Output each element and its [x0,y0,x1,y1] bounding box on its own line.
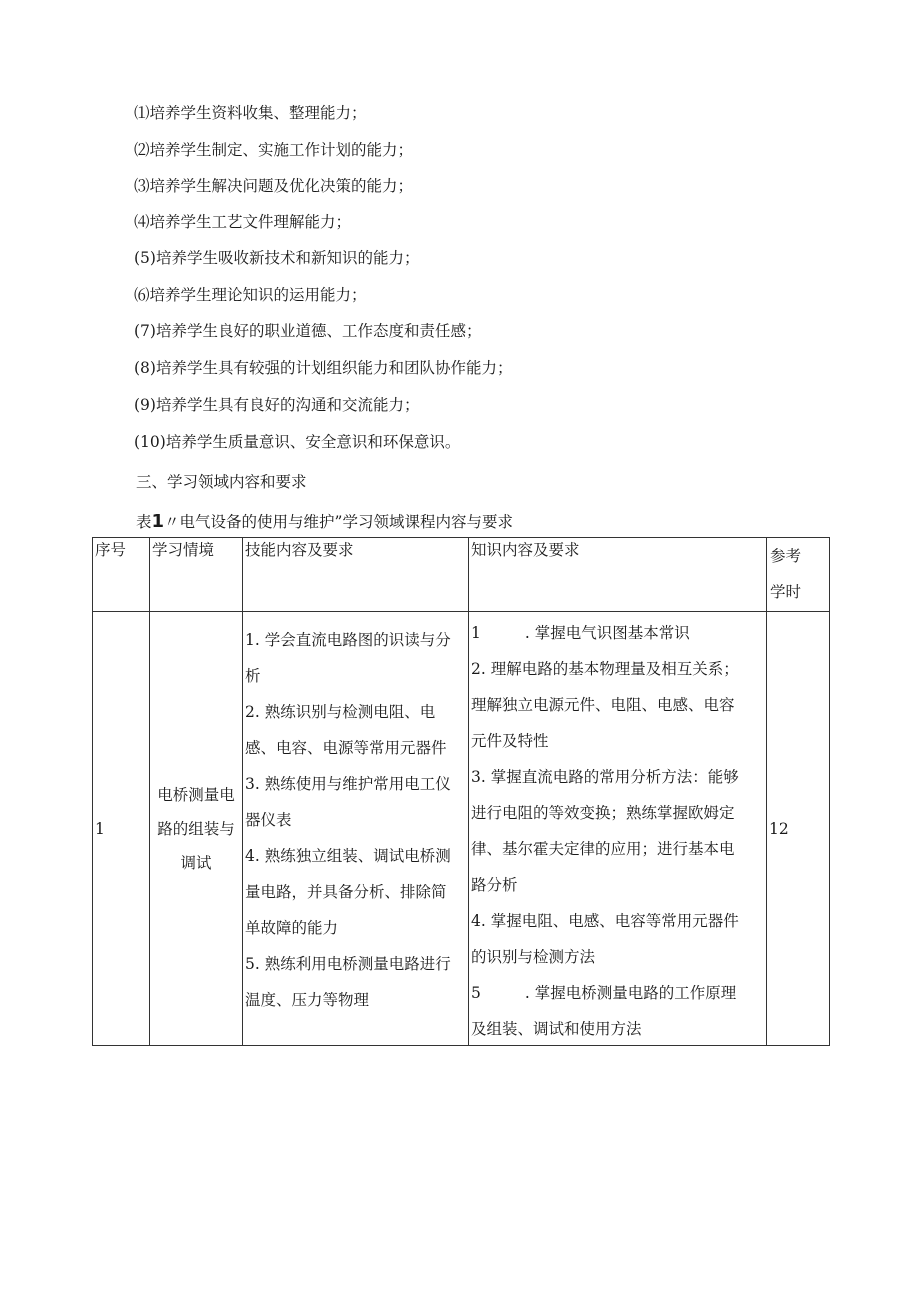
objective-item: ⑹培养学生理论知识的运用能力； [134,286,367,304]
knowledge-item-number: 1 [471,624,481,642]
skill-line: 单故障的能力 [245,919,339,937]
knowledge-line [471,651,766,687]
table-header-row [93,538,830,612]
knowledge-line [471,723,766,759]
knowledge-lines [471,612,766,1045]
header-seq: 序号 [93,538,150,612]
row-skills [243,612,469,1046]
header-hours-line: 参考 [770,547,802,565]
header-hours-line: 学时 [770,583,802,601]
objective-item: ⑴培养学生资料收集、整理能力； [134,104,367,122]
knowledge-line [471,867,766,903]
objective-item: ⑵培养学生制定、实施工作计划的能力； [134,141,414,159]
caption-number: 1 [151,511,165,532]
header-scene: 学习情境 [150,538,243,612]
knowledge-item-text: 路分析 [471,876,518,894]
skills-lines [245,612,468,1045]
knowledge-item-number: 5 [471,984,481,1002]
knowledge-line [471,1011,766,1045]
objective-item: (8)培养学生具有较强的计划组织能力和团队协作能力； [134,359,513,377]
knowledge-line [471,903,766,939]
knowledge-line [471,975,766,1011]
row-knowledge [469,612,767,1046]
table-row [93,612,830,1046]
knowledge-line [471,687,766,723]
skill-line: 5. 熟练利用电桥测量电路进行 [245,955,451,973]
caption-prefix: 表 [136,513,152,531]
objective-item: (5)培养学生吸收新技术和新知识的能力； [134,249,420,267]
skill-line: 2. 熟练识别与检测电阻、电 [245,703,436,721]
knowledge-item-text: 理解独立电源元件、电阻、电感、电容 [471,696,735,714]
skill-line: 温度、压力等物理 [245,991,370,1009]
table-caption [136,510,513,532]
caption-text: 〃电气设备的使用与维护”学习领域课程内容与要求 [164,513,513,531]
knowledge-line [471,939,766,975]
section-title: 三、学习领域内容和要求 [136,473,307,491]
knowledge-item-text: 2. 理解电路的基本物理量及相互关系； [471,660,739,678]
knowledge-item-text: . 掌握电气识图基本常识 [524,624,690,642]
knowledge-line [471,831,766,867]
objective-item: ⑷培养学生工艺文件理解能力； [134,213,352,231]
header-knowledge: 知识内容及要求 [469,538,767,612]
row-seq: 1 [93,612,150,1046]
knowledge-item-text: 元件及特性 [471,732,549,750]
skill-line: 感、电容、电源等常用元器件 [245,739,447,757]
knowledge-item-text: 的识别与检测方法 [471,948,596,966]
skill-line: 量电路，并具备分析、排除简 [245,883,447,901]
objective-item: ⑶培养学生解决问题及优化决策的能力； [134,177,414,195]
objective-item: (10)培养学生质量意识、安全意识和环保意识。 [134,433,461,451]
objective-item: (7)培养学生良好的职业道德、工作态度和责任感； [134,322,482,340]
knowledge-item-text: . 掌握电桥测量电路的工作原理 [524,984,737,1002]
course-content-table [92,537,830,1046]
skill-line: 析 [245,667,261,685]
skill-line: 3. 熟练使用与维护常用电工仪 [245,775,451,793]
skill-line: 1. 学会直流电路图的识读与分 [245,631,451,649]
knowledge-item-text: 4. 掌握电阻、电感、电容等常用元器件 [471,912,739,930]
knowledge-item-text: 3. 掌握直流电路的常用分析方法：能够 [471,768,739,786]
knowledge-line [471,615,766,651]
knowledge-item-text: 律、基尔霍夫定律的应用；进行基本电 [471,840,735,858]
knowledge-item-text: 进行电阻的等效变换；熟练掌握欧姆定 [471,804,735,822]
knowledge-line [471,795,766,831]
knowledge-line [471,759,766,795]
row-scene: 电桥测量电路的组装与调试 [150,612,243,1046]
objective-item: (9)培养学生具有良好的沟通和交流能力； [134,396,420,414]
row-hours: 12 [767,612,830,1046]
header-skills: 技能内容及要求 [243,538,469,612]
knowledge-item-text: 及组装、调试和使用方法 [471,1020,642,1038]
skill-line: 器仪表 [245,811,292,829]
header-hours [767,538,830,612]
skill-line: 4. 熟练独立组装、调试电桥测 [245,847,451,865]
